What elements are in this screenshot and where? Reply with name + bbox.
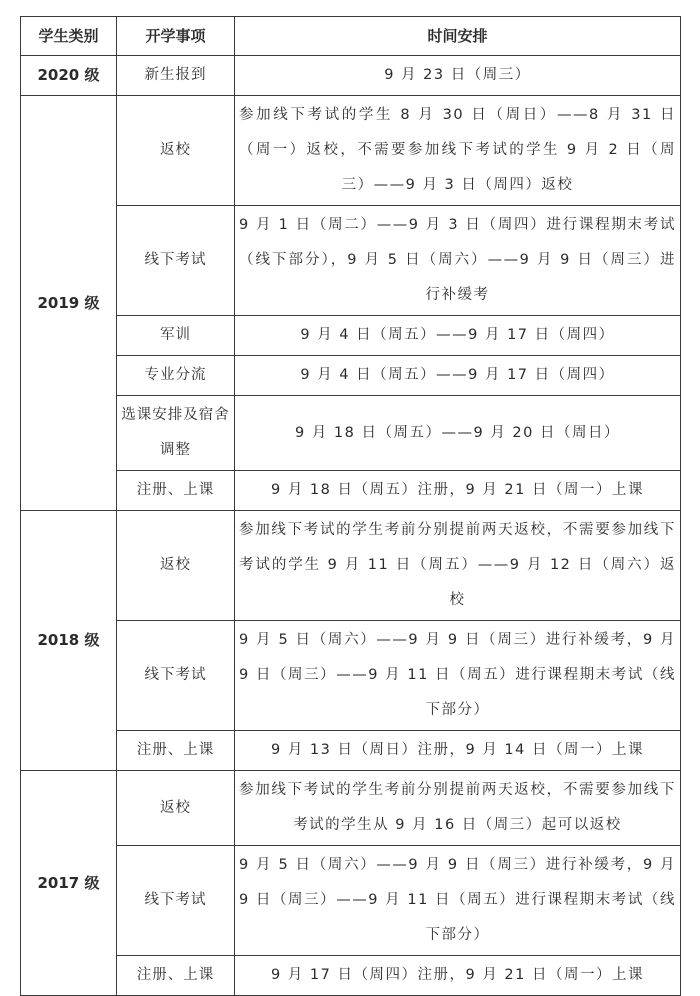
table-row	[21, 316, 681, 356]
table-row	[21, 356, 681, 396]
item-cell: 线下考试	[117, 846, 235, 956]
table-row	[21, 731, 681, 771]
time-cell: 9 月 4 日（周五）——9 月 17 日（周四）	[235, 356, 681, 396]
table-row	[21, 56, 681, 96]
grade-cell: 2017 级	[21, 771, 117, 996]
header-row	[21, 17, 681, 56]
table-row	[21, 471, 681, 511]
time-cell: 9 月 17 日（周四）注册，9 月 21 日（周一）上课	[235, 956, 681, 996]
item-cell: 线下考试	[117, 206, 235, 316]
item-cell: 返校	[117, 771, 235, 846]
grade-cell: 2018 级	[21, 511, 117, 771]
header-category: 学生类别	[21, 17, 117, 56]
time-cell: 参加线下考试的学生考前分别提前两天返校，不需要参加线下考试的学生从 9 月 16 日（周三）起可以返校	[235, 771, 681, 846]
table-row	[21, 511, 681, 621]
time-cell: 9 月 18 日（周五）——9 月 20 日（周日）	[235, 396, 681, 471]
item-cell: 线下考试	[117, 621, 235, 731]
item-cell: 注册、上课	[117, 471, 235, 511]
time-cell: 9 月 4 日（周五）——9 月 17 日（周四）	[235, 316, 681, 356]
table-row	[21, 956, 681, 996]
grade-cell: 2019 级	[21, 96, 117, 511]
item-cell: 新生报到	[117, 56, 235, 96]
time-cell: 9 月 1 日（周二）——9 月 3 日（周四）进行课程期末考试（线下部分），9 月 5 日（周六）——9 月 9 日（周三）进行补缓考	[235, 206, 681, 316]
table-row	[21, 846, 681, 956]
time-cell: 9 月 5 日（周六）——9 月 9 日（周三）进行补缓考，9 月 9 日（周三）——9 月 11 日（周五）进行课程期末考试（线下部分）	[235, 846, 681, 956]
item-cell: 注册、上课	[117, 956, 235, 996]
item-cell: 返校	[117, 511, 235, 621]
item-cell: 返校	[117, 96, 235, 206]
item-cell: 专业分流	[117, 356, 235, 396]
time-cell: 9 月 18 日（周五）注册，9 月 21 日（周一）上课	[235, 471, 681, 511]
item-cell: 注册、上课	[117, 731, 235, 771]
time-cell: 9 月 23 日（周三）	[235, 56, 681, 96]
header-item: 开学事项	[117, 17, 235, 56]
time-cell: 9 月 5 日（周六）——9 月 9 日（周三）进行补缓考，9 月 9 日（周三）——9 月 11 日（周五）进行课程期末考试（线下部分）	[235, 621, 681, 731]
table-row	[21, 206, 681, 316]
table-row	[21, 621, 681, 731]
time-cell: 参加线下考试的学生 8 月 30 日（周日）——8 月 31 日（周一）返校，不需要参加线下考试的学生 9 月 2 日（周三）——9 月 3 日（周四）返校	[235, 96, 681, 206]
time-cell: 9 月 13 日（周日）注册，9 月 14 日（周一）上课	[235, 731, 681, 771]
item-cell: 选课安排及宿舍调整	[117, 396, 235, 471]
table-row	[21, 96, 681, 206]
table-row	[21, 396, 681, 471]
grade-cell: 2020 级	[21, 56, 117, 96]
table-row	[21, 771, 681, 846]
schedule-table	[20, 16, 681, 996]
header-schedule: 时间安排	[235, 17, 681, 56]
item-cell: 军训	[117, 316, 235, 356]
time-cell: 参加线下考试的学生考前分别提前两天返校，不需要参加线下考试的学生 9 月 11 日（周五）——9 月 12 日（周六）返校	[235, 511, 681, 621]
